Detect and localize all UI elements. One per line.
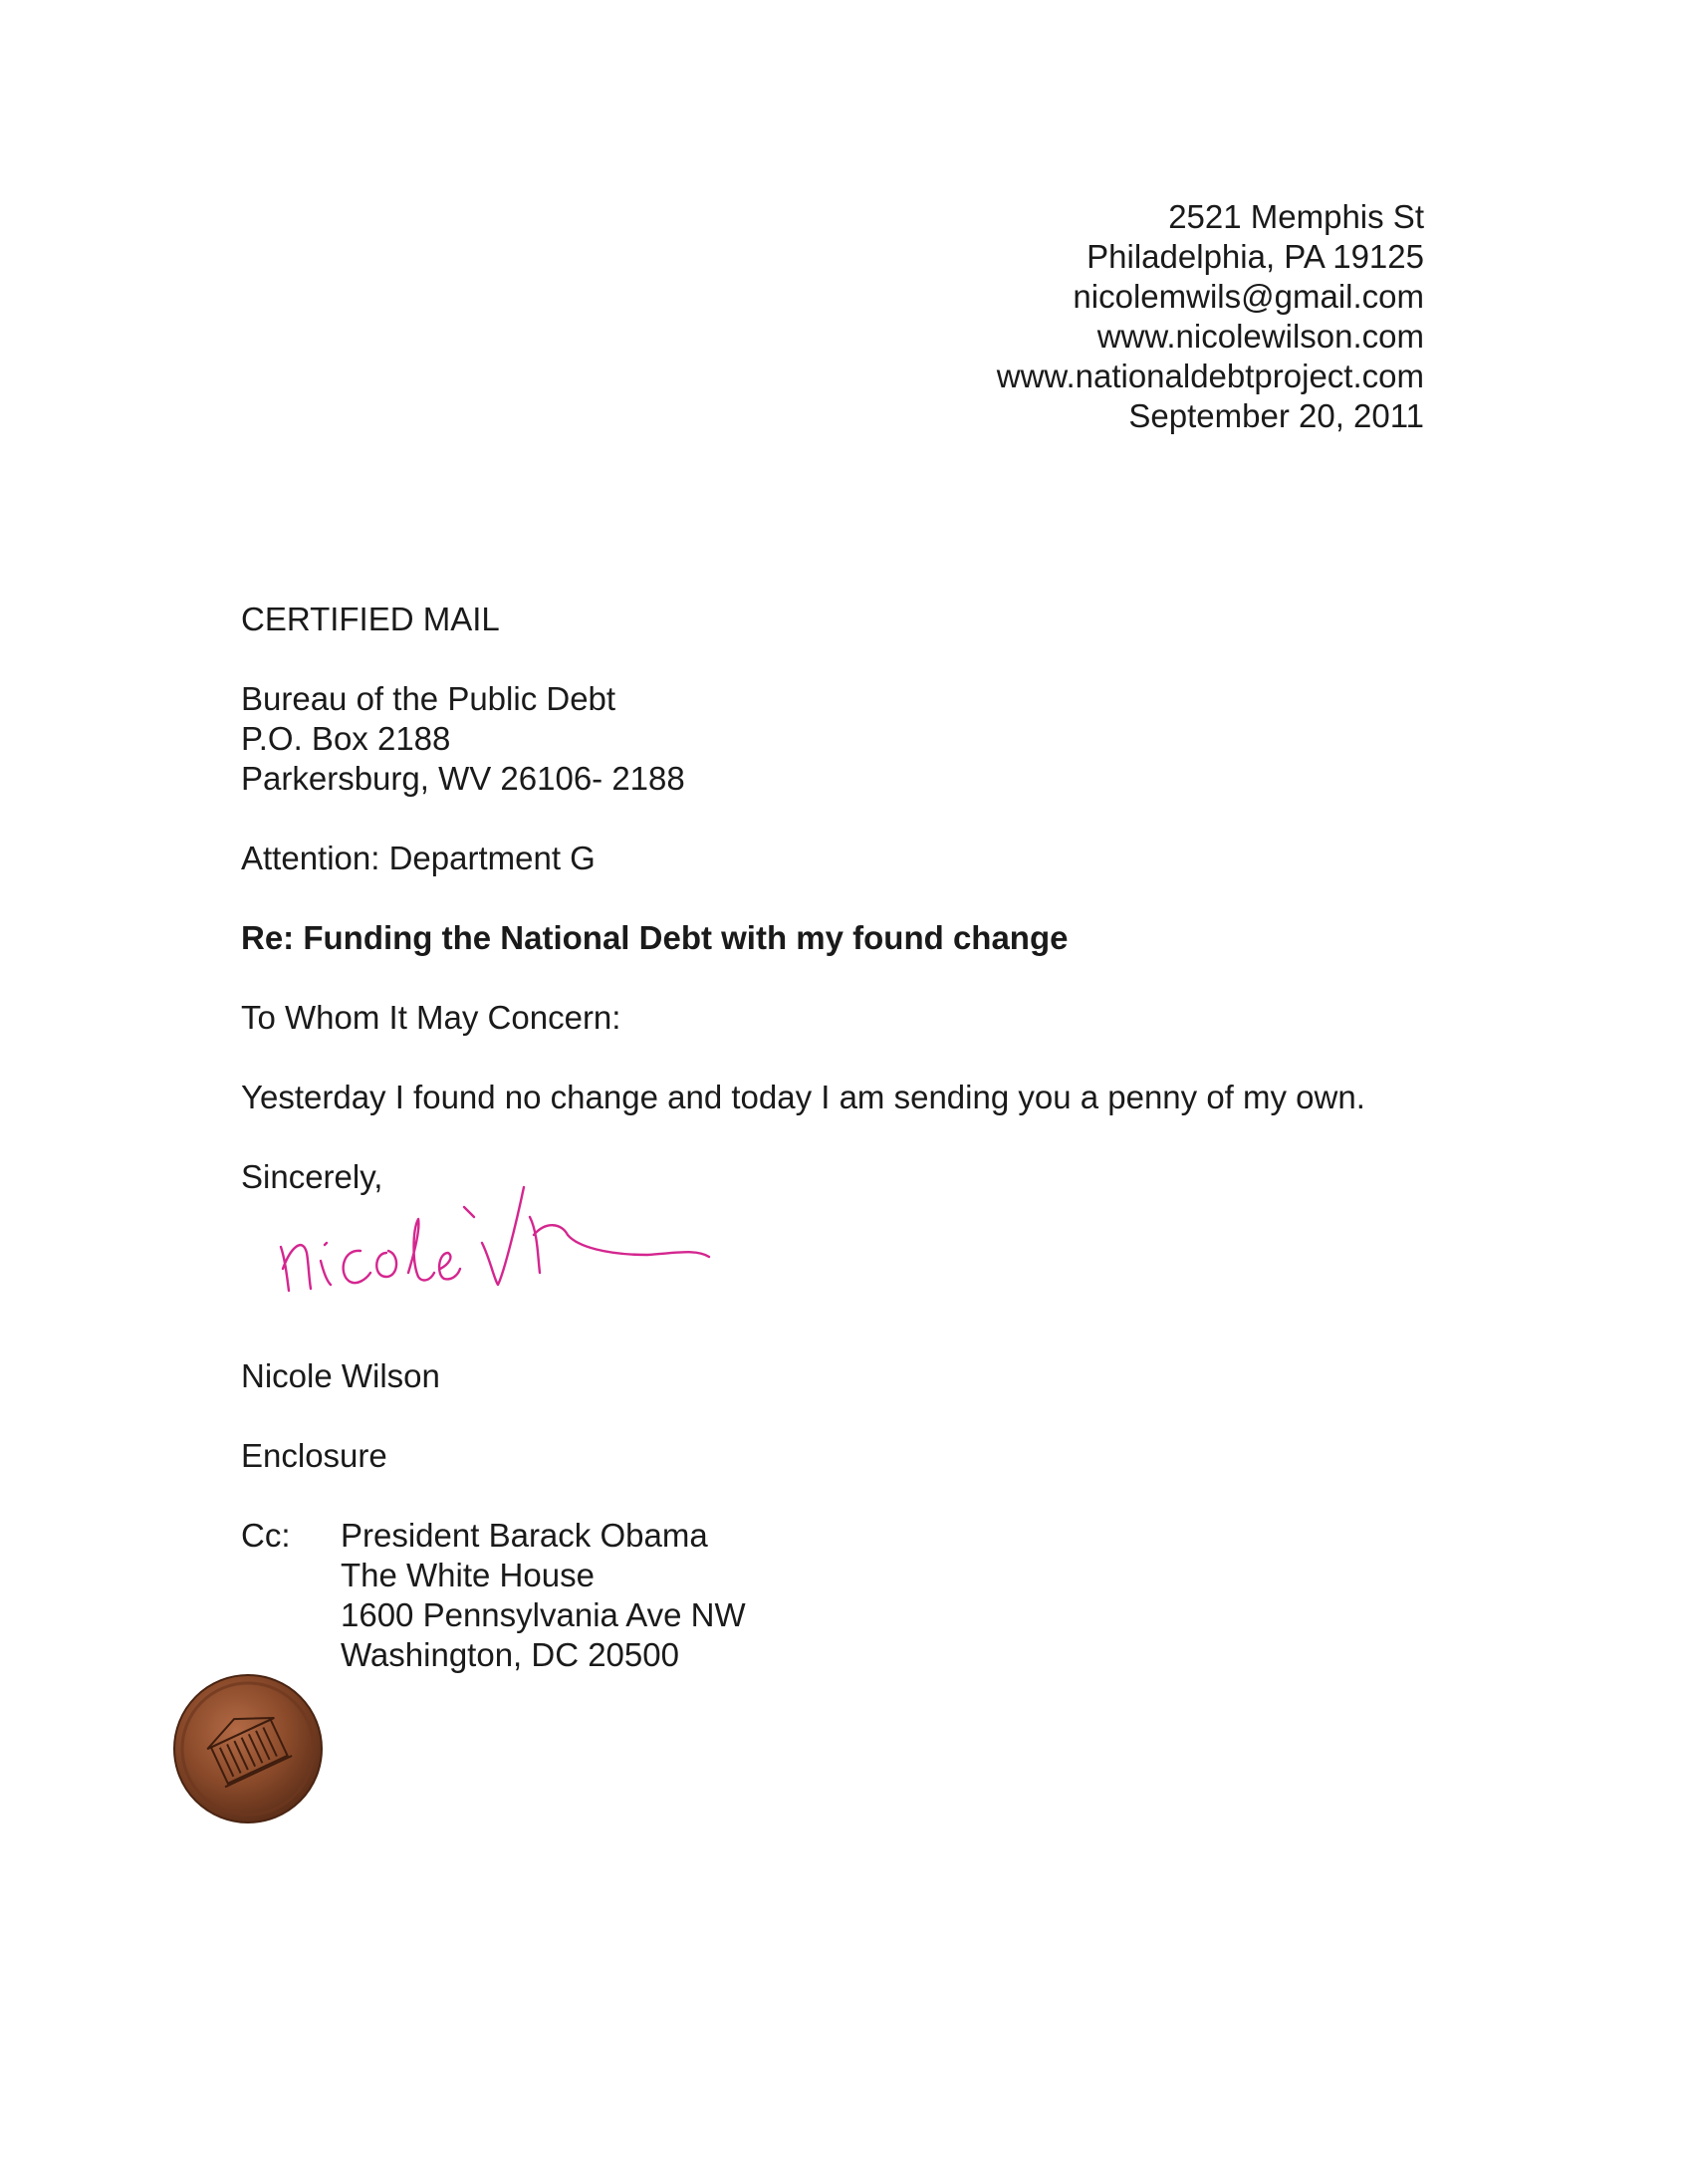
penny-icon bbox=[171, 1672, 325, 1825]
recipient-name: Bureau of the Public Debt bbox=[241, 680, 616, 717]
sender-website-1: www.nicolewilson.com bbox=[1096, 318, 1424, 355]
sender-city-line: Philadelphia, PA 19125 bbox=[1086, 238, 1424, 275]
letter-body: Yesterday I found no change and today I am sending you a penny of my own. bbox=[241, 1079, 1365, 1115]
cc-line: 1600 Pennsylvania Ave NW bbox=[341, 1596, 746, 1633]
closing: Sincerely, bbox=[241, 1158, 383, 1195]
recipient-city-line: Parkersburg, WV 26106- 2188 bbox=[241, 760, 685, 797]
cc-line: The White House bbox=[341, 1557, 595, 1593]
cc-line: Washington, DC 20500 bbox=[341, 1636, 679, 1673]
signer-name: Nicole Wilson bbox=[241, 1357, 440, 1394]
sender-street: 2521 Memphis St bbox=[1168, 198, 1424, 235]
sender-website-2: www.nationaldebtproject.com bbox=[996, 358, 1424, 394]
recipient-po-box: P.O. Box 2188 bbox=[241, 720, 451, 757]
sender-address-block bbox=[997, 197, 1424, 436]
enclosure-note: Enclosure bbox=[241, 1437, 387, 1474]
sender-email: nicolemwils@gmail.com bbox=[1073, 278, 1424, 315]
cc-line: President Barack Obama bbox=[341, 1517, 708, 1554]
letter-date: September 20, 2011 bbox=[1128, 397, 1424, 434]
handwritten-signature bbox=[269, 1173, 747, 1303]
attention-line: Attention: Department G bbox=[241, 840, 596, 876]
salutation: To Whom It May Concern: bbox=[241, 999, 621, 1036]
cc-label: Cc: bbox=[241, 1517, 291, 1554]
mail-type: CERTIFIED MAIL bbox=[241, 601, 500, 637]
recipient-address-block bbox=[241, 679, 685, 799]
subject-line: Re: Funding the National Debt with my found change bbox=[241, 919, 1069, 956]
cc-address-block bbox=[341, 1516, 746, 1675]
